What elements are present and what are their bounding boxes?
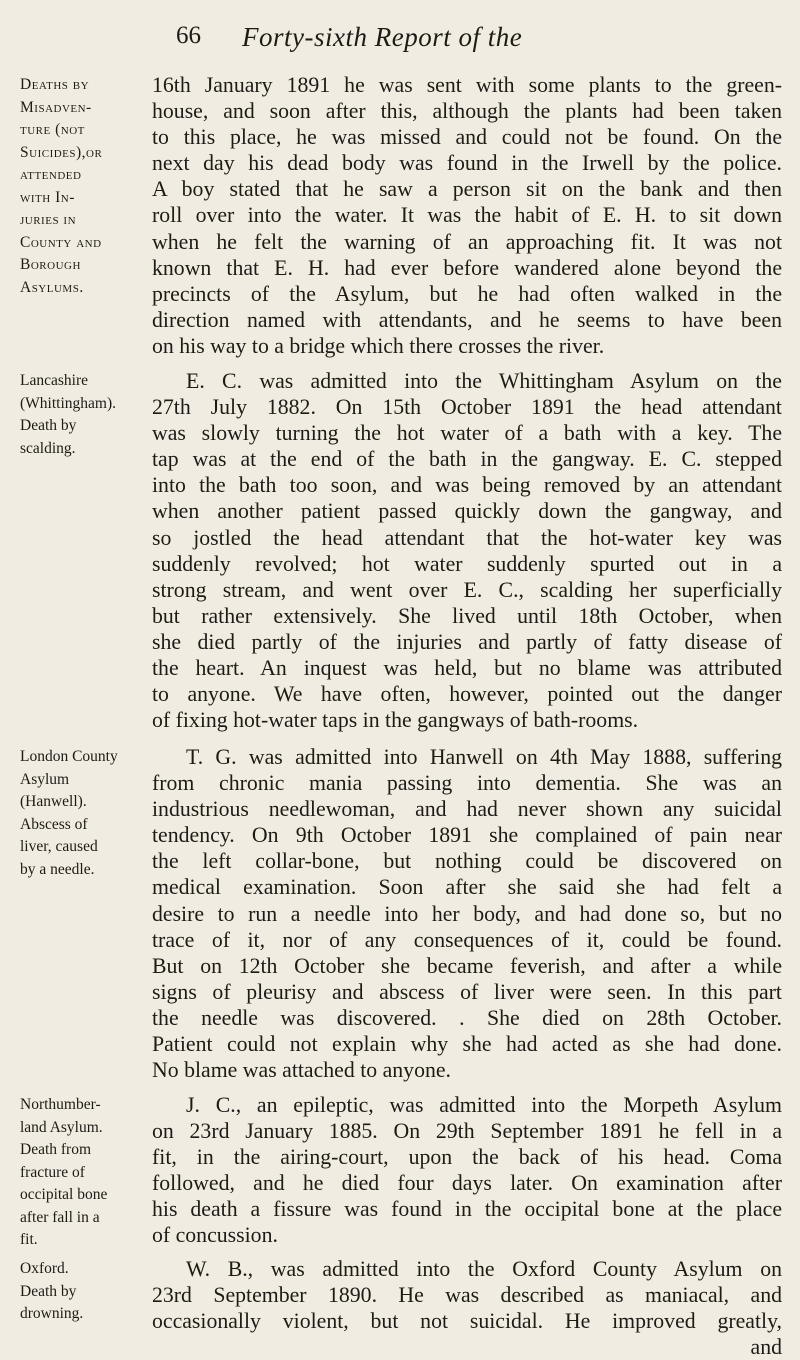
margin-note bbox=[20, 370, 148, 460]
text-line: precincts of the Asylum, but he had often walked in the bbox=[152, 281, 782, 306]
margin-line: Asylum bbox=[20, 770, 70, 788]
text-line: A boy stated that he saw a person sit on the bank and then bbox=[152, 177, 782, 202]
margin-line: London County bbox=[20, 748, 118, 765]
text-line: direction named with attendants, and he seems to have been bbox=[152, 307, 782, 332]
text-line: house, and soon after this, although the plants had been taken bbox=[152, 99, 782, 124]
text-line: E. C. was admitted into the Whittingham Asylum on the bbox=[186, 369, 782, 393]
text-line: W. B., was admitted into the Oxford County Asylum on bbox=[186, 1257, 782, 1281]
margin-line: County and bbox=[20, 233, 102, 251]
margin-line: scalding. bbox=[20, 439, 76, 457]
page-number: 66 bbox=[176, 22, 201, 49]
paragraph bbox=[152, 744, 782, 1083]
margin-line: juries in bbox=[20, 211, 77, 228]
paragraph bbox=[152, 368, 782, 733]
margin-line: occipital bone bbox=[20, 1186, 108, 1203]
text-line: No blame was attached to anyone. bbox=[152, 1058, 451, 1083]
text-line: on his way to a bridge which there crosses the river. bbox=[152, 333, 605, 358]
margin-line: drowning. bbox=[20, 1305, 84, 1322]
running-title: Forty-sixth Report of the bbox=[242, 22, 523, 52]
text-line: occasionally violent, but not suicidal. He improved greatly, bbox=[152, 1309, 782, 1334]
text-line: roll over into the water. It was the habit of E. H. to sit down bbox=[152, 203, 782, 228]
text-line: of fixing hot-water taps in the gangways of bath-rooms. bbox=[152, 708, 639, 733]
margin-line: fit. bbox=[20, 1231, 38, 1248]
text-line: to this place, he was missed and could not be found. On the bbox=[152, 125, 782, 150]
text-line: trace of it, nor of any consequences of it, could be found. bbox=[152, 927, 782, 952]
text-line: and bbox=[750, 1335, 782, 1360]
text-line: signs of pleurisy and abscess of liver were seen. In this part bbox=[152, 979, 782, 1004]
text-line: into the bath too soon, and was being removed by an attendant bbox=[152, 473, 782, 498]
text-line: But on 12th October she became feverish, and after a while bbox=[152, 953, 782, 978]
margin-line: with In- bbox=[20, 188, 75, 206]
text-line: tap was at the end of the bath in the gangway. E. C. stepped bbox=[152, 447, 782, 472]
margin-line: Death from bbox=[20, 1141, 92, 1158]
text-line: known that E. H. had ever before wandered alone beyond the bbox=[152, 255, 782, 280]
text-line: desire to run a needle into her body, and had done so, but no bbox=[152, 901, 782, 926]
margin-line: Misadven- bbox=[20, 98, 92, 116]
margin-line: Deaths by bbox=[20, 76, 90, 93]
text-line: from chronic mania passing into dementia. She was an bbox=[152, 771, 782, 796]
paragraph bbox=[152, 1092, 782, 1249]
margin-line: Northumber- bbox=[20, 1096, 101, 1113]
margin-line: (Whittingham). bbox=[20, 394, 116, 412]
margin-note bbox=[20, 746, 148, 881]
margin-line: Asylums. bbox=[20, 278, 84, 296]
text-line: 27th July 1882. On 15th October 1891 the head attendant bbox=[152, 395, 782, 420]
text-line: when another patient passed quickly down the gangway, and bbox=[152, 499, 782, 524]
text-line: fit, in the airing-court, upon the back of his head. Coma bbox=[152, 1145, 782, 1170]
margin-line: after fall in a bbox=[20, 1208, 100, 1226]
text-line: followed, and he died four days later. On examination after bbox=[152, 1171, 782, 1196]
text-line: the left collar-bone, but nothing could be discovered on bbox=[152, 849, 782, 874]
margin-line: Oxford. bbox=[20, 1260, 69, 1277]
text-line: industrious needlewoman, and had never shown any suicidal bbox=[152, 797, 782, 822]
text-line: but rather extensively. She lived until 18th October, when bbox=[152, 603, 782, 628]
text-line: J. C., an epileptic, was admitted into the Morpeth Asylum bbox=[186, 1093, 782, 1117]
text-line: so jostled the head attendant that the hot-water key was bbox=[152, 525, 782, 550]
paragraph bbox=[152, 1256, 782, 1360]
text-line: the heart. An inquest was held, but no blame was attributed bbox=[152, 656, 782, 681]
page-header bbox=[0, 22, 800, 52]
margin-line: Lancashire bbox=[20, 372, 88, 389]
margin-line: liver, caused bbox=[20, 838, 98, 855]
text-line: 16th January 1891 he was sent with some plants to the green- bbox=[152, 73, 782, 97]
text-line: medical examination. Soon after she said she had felt a bbox=[152, 875, 782, 900]
margin-line: Death by bbox=[20, 1282, 77, 1300]
text-line: she died partly of the injuries and partly of fatty disease of bbox=[152, 629, 782, 654]
text-line: strong stream, and went over E. C., scalding her superficially bbox=[152, 577, 782, 602]
margin-line: Suicides),or bbox=[20, 143, 103, 161]
text-line: on 23rd January 1885. On 29th September 1891 he fell in a bbox=[152, 1119, 782, 1144]
margin-line: land Asylum. bbox=[20, 1118, 103, 1136]
margin-note bbox=[20, 74, 148, 299]
margin-line: fracture of bbox=[20, 1163, 85, 1181]
text-line: tendency. On 9th October 1891 she complained of pain near bbox=[152, 823, 782, 848]
text-line: his death a fissure was found in the occipital bone at the place bbox=[152, 1197, 782, 1222]
paragraph bbox=[152, 72, 782, 359]
margin-line: Death by bbox=[20, 417, 77, 434]
text-line: to anyone. We have often, however, pointed out the danger bbox=[152, 682, 782, 707]
text-line: suddenly revolved; hot water suddenly spurted out in a bbox=[152, 551, 782, 576]
text-line: Patient could not explain why she had acted as she had done. bbox=[152, 1032, 782, 1057]
text-line: T. G. was admitted into Hanwell on 4th May 1888, suffering bbox=[186, 745, 782, 769]
margin-line: (Hanwell). bbox=[20, 793, 87, 810]
margin-line: Borough bbox=[20, 256, 81, 273]
text-line: when he felt the warning of an approaching fit. It was not bbox=[152, 229, 782, 254]
text-line: the needle was discovered. . She died on 28th October. bbox=[152, 1005, 782, 1030]
margin-line: Abscess of bbox=[20, 815, 88, 833]
text-line: was slowly turning the hot water of a bath with a key. The bbox=[152, 421, 782, 446]
text-line: next day his dead body was found in the Irwell by the police. bbox=[152, 151, 782, 176]
margin-line: by a needle. bbox=[20, 860, 95, 878]
margin-note bbox=[20, 1094, 148, 1252]
text-line: 23rd September 1890. He was described as maniacal, and bbox=[152, 1283, 782, 1308]
margin-line: attended bbox=[20, 166, 82, 183]
margin-note bbox=[20, 1258, 148, 1326]
text-line: of concussion. bbox=[152, 1223, 278, 1248]
margin-line: ture (not bbox=[20, 121, 85, 138]
